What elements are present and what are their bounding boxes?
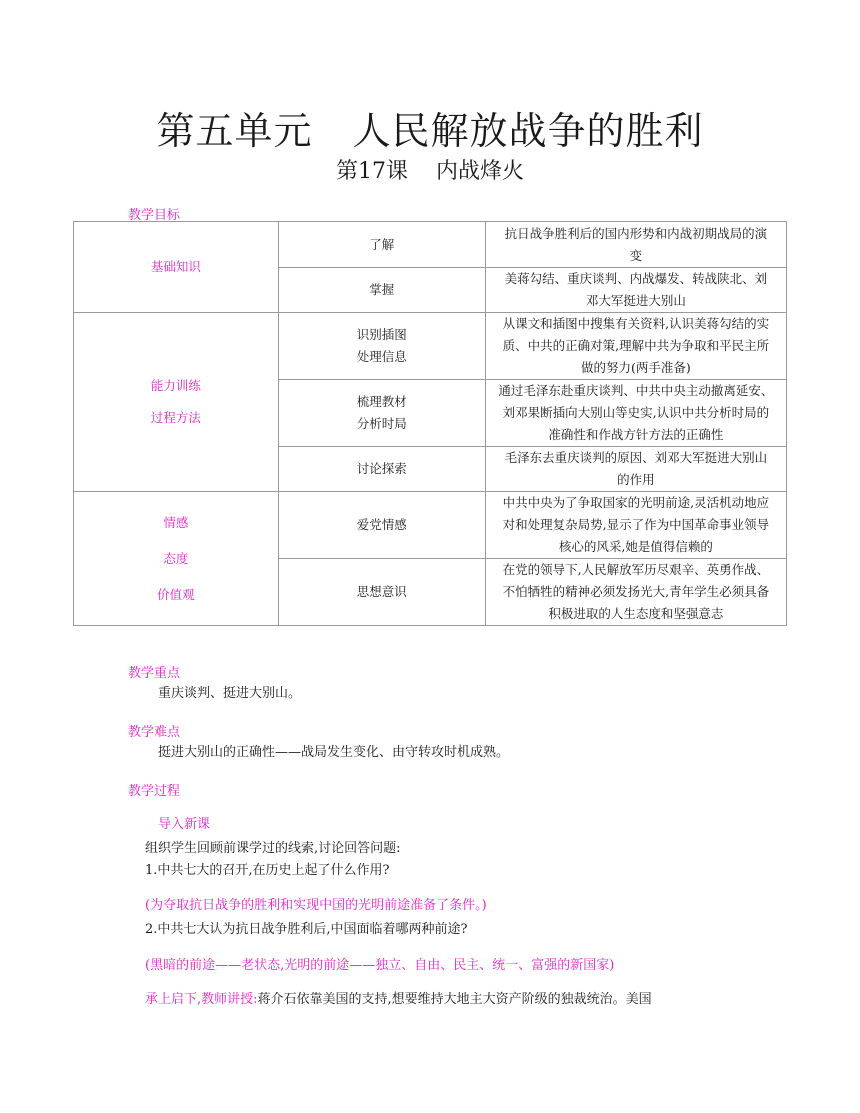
key-points-text: 重庆谈判、挺进大别山。	[158, 686, 302, 701]
table-row	[74, 492, 787, 559]
sub-category: 梳理教材 分析时局	[278, 380, 485, 447]
goal-description: 美蒋勾结、重庆谈判、内战爆发、转战陕北、刘 邓大军挺进大别山	[485, 268, 786, 313]
sub-category: 思想意识	[278, 559, 485, 626]
question-1: 1.中共七大的召开,在历史上起了什么作用?	[145, 863, 390, 878]
goal-description: 通过毛泽东赴重庆谈判、中共中央主动撤离延安、 刘邓果断插向大别山等史实,认识中共分析时局的 准确性和作战方针方法的正确性	[485, 380, 786, 447]
goal-description: 从课文和插图中搜集有关资料,认识美蒋勾结的实 质、中共的正确对策,理解中共为争取和平民主所 做的努力(两手准备)	[485, 313, 786, 380]
answer-2: (黑暗的前途——老状态,光明的前途——独立、自由、民主、统一、富强的新国家)	[145, 958, 615, 973]
sub-category: 了解	[278, 222, 485, 268]
process-label: 教学过程	[128, 784, 181, 799]
answer-1: (为夺取抗日战争的胜利和实现中国的光明前途准备了条件。)	[145, 898, 487, 913]
table-row	[74, 313, 787, 380]
transition-paragraph	[145, 990, 652, 1010]
transition-text: 蒋介石依靠美国的支持,想要维持大地主大资产阶级的独裁统治。美国	[257, 992, 652, 1007]
category-basic-knowledge: 基础知识	[74, 222, 279, 313]
goal-description: 中共中央为了争取国家的光明前途,灵活机动地应 对和处理复杂局势,显示了作为中国革命事业领导 核心的风采,她是值得信赖的	[485, 492, 786, 559]
lesson-number: 第17课	[335, 159, 408, 184]
sub-category: 讨论探索	[278, 447, 485, 492]
sub-category: 爱党情感	[278, 492, 485, 559]
unit-title	[0, 100, 860, 155]
intro-text: 组织学生回顾前课学过的线索,讨论回答问题:	[145, 841, 401, 856]
intro-label: 导入新课	[158, 817, 211, 832]
category-ability-training: 能力训练 过程方法	[74, 313, 279, 492]
goal-description: 在党的领导下,人民解放军历尽艰辛、英勇作战、 不怕牺牲的精神必须发扬光大,青年学生必须具备 积极进取的人生态度和坚强意志	[485, 559, 786, 626]
goal-description: 抗日战争胜利后的国内形势和内战初期战局的演 变	[485, 222, 786, 268]
transition-label: 承上启下,教师讲授:	[145, 992, 258, 1007]
lesson-name: 内战烽火	[435, 159, 524, 184]
difficulties-text: 挺进大别山的正确性——战局发生变化、由守转攻时机成熟。	[158, 745, 510, 760]
lesson-title	[0, 154, 860, 185]
goals-table	[73, 221, 787, 626]
question-2: 2.中共七大认为抗日战争胜利后,中国面临着哪两种前途?	[145, 922, 468, 937]
sub-category: 识别插图 处理信息	[278, 313, 485, 380]
goals-label: 教学目标	[128, 208, 181, 223]
table-row	[74, 222, 787, 268]
difficulties-label: 教学难点	[128, 725, 181, 740]
goal-description: 毛泽东去重庆谈判的原因、刘邓大军挺进大别山 的作用	[485, 447, 786, 492]
sub-category: 掌握	[278, 268, 485, 313]
unit-title-text: 人民解放战争的胜利	[352, 109, 704, 153]
unit-title-number: 第五单元	[156, 109, 313, 153]
key-points-label: 教学重点	[128, 666, 181, 681]
category-emotion-values: 情感 态度 价值观	[74, 492, 279, 626]
